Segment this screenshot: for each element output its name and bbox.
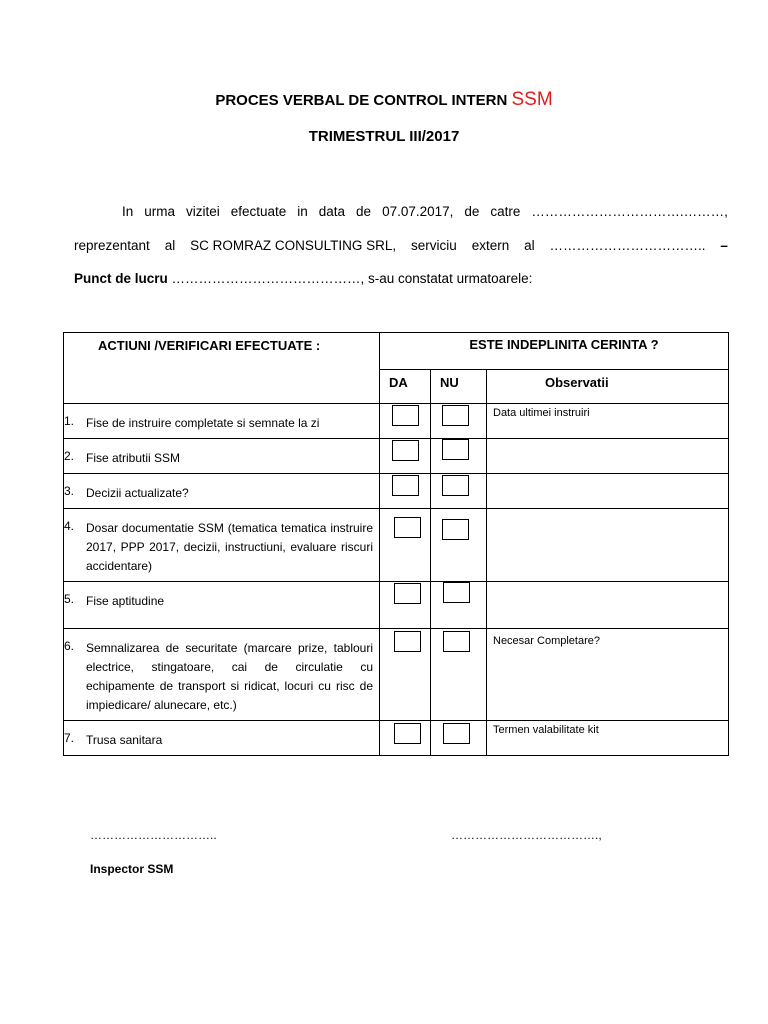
intro-word: serviciu bbox=[411, 238, 457, 253]
work-point-label: Punct de lucru bbox=[74, 271, 168, 286]
intro-word: de bbox=[356, 204, 372, 219]
row-text: Dosar documentatie SSM (tematica tematica instruire 2017, PPP 2017, decizii, instructiuni, evaluare riscuri accidentare) bbox=[86, 521, 373, 573]
row-number: 5. bbox=[64, 592, 75, 606]
title-accent-ssm: SSM bbox=[511, 89, 553, 110]
row-action-cell bbox=[64, 509, 380, 582]
checkbox-da[interactable] bbox=[394, 631, 421, 652]
header-requirement: ESTE INDEPLINITA CERINTA ? bbox=[380, 333, 729, 370]
intro-word: al bbox=[524, 238, 535, 253]
row-number: 6. bbox=[64, 639, 75, 653]
row-action-cell bbox=[64, 582, 380, 629]
checkbox-nu[interactable] bbox=[443, 582, 470, 603]
row-number: 7. bbox=[64, 731, 75, 745]
row-text: Decizii actualizate? bbox=[86, 486, 189, 500]
checkbox-da[interactable] bbox=[392, 440, 419, 461]
row-observation bbox=[487, 474, 729, 509]
checkbox-nu[interactable] bbox=[442, 405, 469, 426]
intro-word: In bbox=[122, 204, 134, 219]
table-row bbox=[64, 509, 729, 582]
header-actions: ACTIUNI /VERIFICARI EFECTUATE : bbox=[64, 333, 380, 404]
row-number: 1. bbox=[64, 414, 75, 428]
intro-date: 07.07.2017, bbox=[382, 204, 454, 219]
checkbox-da[interactable] bbox=[392, 475, 419, 496]
row-observation bbox=[487, 439, 729, 474]
checkbox-nu[interactable] bbox=[443, 631, 470, 652]
intro-word: efectuate bbox=[230, 204, 287, 219]
header-no: NU bbox=[431, 370, 487, 404]
title-main: PROCES VERBAL DE CONTROL INTERN bbox=[215, 92, 508, 109]
intro-word: data bbox=[318, 204, 346, 219]
row-action-cell bbox=[64, 721, 380, 756]
row-observation: Necesar Completare? bbox=[487, 629, 729, 721]
document-subtitle: TRIMESTRUL III/2017 bbox=[308, 128, 460, 145]
intro-blank-client: …………………………….. bbox=[549, 238, 706, 253]
intro-word: in bbox=[297, 204, 308, 219]
intro-word: catre bbox=[490, 204, 521, 219]
row-text: Semnalizarea de securitate (marcare prize, tablouri electrice, stingatoare, cai de circulatie cu echipamente de transport si ridicat, locuri cu risc de impiedicare/ alunecare, etc.) bbox=[86, 641, 373, 712]
checkbox-nu[interactable] bbox=[442, 475, 469, 496]
intro-word: de bbox=[464, 204, 480, 219]
row-number: 2. bbox=[64, 449, 75, 463]
row-observation bbox=[487, 509, 729, 582]
inspector-label: Inspector SSM bbox=[90, 862, 174, 876]
intro-line-1 bbox=[122, 204, 728, 219]
intro-word: urma bbox=[144, 204, 176, 219]
signature-line-left: ………………………….. bbox=[90, 828, 217, 842]
intro-line-3-rest: ……………………………………, s-au constatat urmatoarele: bbox=[167, 271, 533, 286]
checkbox-nu[interactable] bbox=[442, 519, 469, 540]
row-text: Fise aptitudine bbox=[86, 594, 165, 608]
row-action-cell bbox=[64, 439, 380, 474]
intro-line-2 bbox=[74, 238, 728, 253]
row-number: 3. bbox=[64, 484, 75, 498]
table-row bbox=[64, 439, 729, 474]
checkbox-da[interactable] bbox=[394, 517, 421, 538]
row-action-cell bbox=[64, 474, 380, 509]
row-text: Fise atributii SSM bbox=[86, 451, 181, 465]
header-observations: Observatii bbox=[487, 370, 729, 404]
table-row bbox=[64, 404, 729, 439]
intro-word: reprezentant bbox=[74, 238, 150, 253]
row-observation bbox=[487, 582, 729, 629]
row-text: Fise de instruire completate si semnate la zi bbox=[86, 416, 320, 430]
row-observation: Termen valabilitate kit bbox=[487, 721, 729, 756]
intro-dash: – bbox=[720, 238, 728, 253]
checkbox-nu[interactable] bbox=[443, 723, 470, 744]
row-action-cell bbox=[64, 404, 380, 439]
table-row bbox=[64, 582, 729, 629]
row-observation: Data ultimei instruiri bbox=[487, 404, 729, 439]
intro-company: SC ROMRAZ CONSULTING SRL, bbox=[190, 238, 397, 253]
checkbox-da[interactable] bbox=[394, 723, 421, 744]
checkbox-nu[interactable] bbox=[442, 439, 469, 460]
row-number: 4. bbox=[64, 519, 75, 533]
signature-line-right: ………………………………., bbox=[451, 828, 602, 842]
table-row bbox=[64, 721, 729, 756]
intro-blank-visitor: …………………………….………, bbox=[531, 204, 728, 219]
checkbox-da[interactable] bbox=[392, 405, 419, 426]
table-row bbox=[64, 474, 729, 509]
verification-table bbox=[63, 332, 729, 756]
row-action-cell bbox=[64, 629, 380, 721]
intro-word: vizitei bbox=[186, 204, 220, 219]
checkbox-da[interactable] bbox=[394, 583, 421, 604]
intro-word: extern bbox=[471, 238, 510, 253]
header-yes: DA bbox=[380, 370, 431, 404]
document-title bbox=[0, 89, 768, 111]
table-row bbox=[64, 629, 729, 721]
intro-word: al bbox=[164, 238, 176, 253]
intro-line-3 bbox=[74, 271, 532, 286]
row-text: Trusa sanitara bbox=[86, 733, 163, 747]
